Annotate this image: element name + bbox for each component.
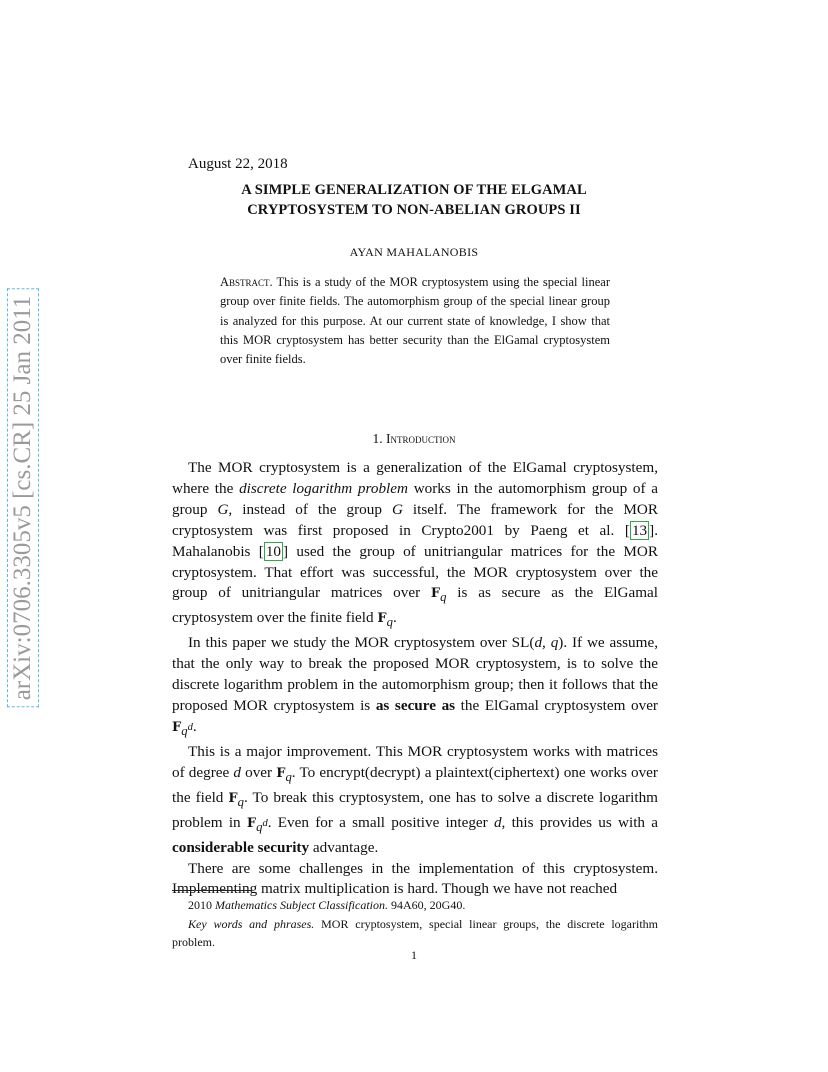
title-line-1: A SIMPLE GENERALIZATION OF THE ELGAMAL (241, 182, 587, 198)
section-title: Introduction (386, 431, 456, 446)
abstract-text: This is a study of the MOR cryptosystem using the special linear group over finite fields. The automorphism group of the special linear group is analyzed for this purpose. At our current state of knowledge, I show that this MOR cryptosystem has better security than the ElGamal cryptosystem over finite fields. (220, 275, 610, 367)
paragraph-1: The MOR cryptosystem is a generalization of the ElGamal cryptosystem, where the discrete logarithm problem works in the automorphism group of a group G, instead of the group G itself. The framework for the MOR cryptosystem was first proposed in Crypto2001 by Paeng et al. [ 13 ]. Mahalanobis [ 10 ] used the group of unitriangular matrices for the MOR cryptosystem. That effort was successful, the MOR cryptosystem over the group of unitriangular matrices over $F_q$ is as secure as the ElGamal cryptosystem over the finite field $F_q$. (172, 459, 659, 630)
author-name: AYAN MAHALANOBIS (349, 245, 479, 259)
paragraph-2: In this paper we study the MOR cryptosystem over SL(d, q). If we assume, that the only way to break the proposed MOR cryptosystem, is to solve the discrete logarithm problem in the automorphism group; then it follows that the proposed MOR cryptosystem is as secure as the ElGamal cryptosystem over $F_{q^d}$. (172, 634, 658, 738)
citation-10[interactable]: 10 (265, 542, 281, 560)
footnote-keywords: Key words and phrases. MOR cryptosystem, special linear groups, the discrete logarithm problem. (172, 916, 659, 950)
section-heading (172, 431, 656, 447)
abstract-label: Abstract. (220, 275, 273, 289)
paragraph-4: There are some challenges in the implementation of this cryptosystem. Implementing matrix multiplication is hard. Though we have not reached (172, 859, 658, 898)
paragraph-3: This is a major improvement. This MOR cryptosystem works with matrices of degree d over $F_q$. To encrypt(decrypt) a plaintext(ciphertext) one works over the field $F_q$. To break this cryptosystem, one has to solve a discrete logarithm problem in $F_{q^d}$. Even for a small positive integer d, this provides us with a considerable security advantage. (172, 742, 658, 856)
title-line-2: CRYPTOSYSTEM TO NON-ABELIAN GROUPS II (247, 202, 581, 218)
citation-13[interactable]: 13 (631, 521, 648, 539)
section-number: 1. (372, 431, 383, 446)
arxiv-id: arXiv:0706.3305v5 [cs.CR] 25 Jan 2011 (7, 289, 39, 708)
paper-date: August 22, 2018 (188, 156, 288, 172)
footnote-rule (172, 890, 252, 891)
introduction-body (172, 458, 658, 900)
page-number: 1 (411, 948, 417, 962)
abstract (220, 273, 610, 369)
footnote-classification: 2010 Mathematics Subject Classification. 94A60, 20G40. (188, 898, 466, 912)
paper-title (172, 180, 656, 220)
footnotes (172, 896, 658, 952)
arxiv-identifier-stamp (6, 268, 40, 728)
